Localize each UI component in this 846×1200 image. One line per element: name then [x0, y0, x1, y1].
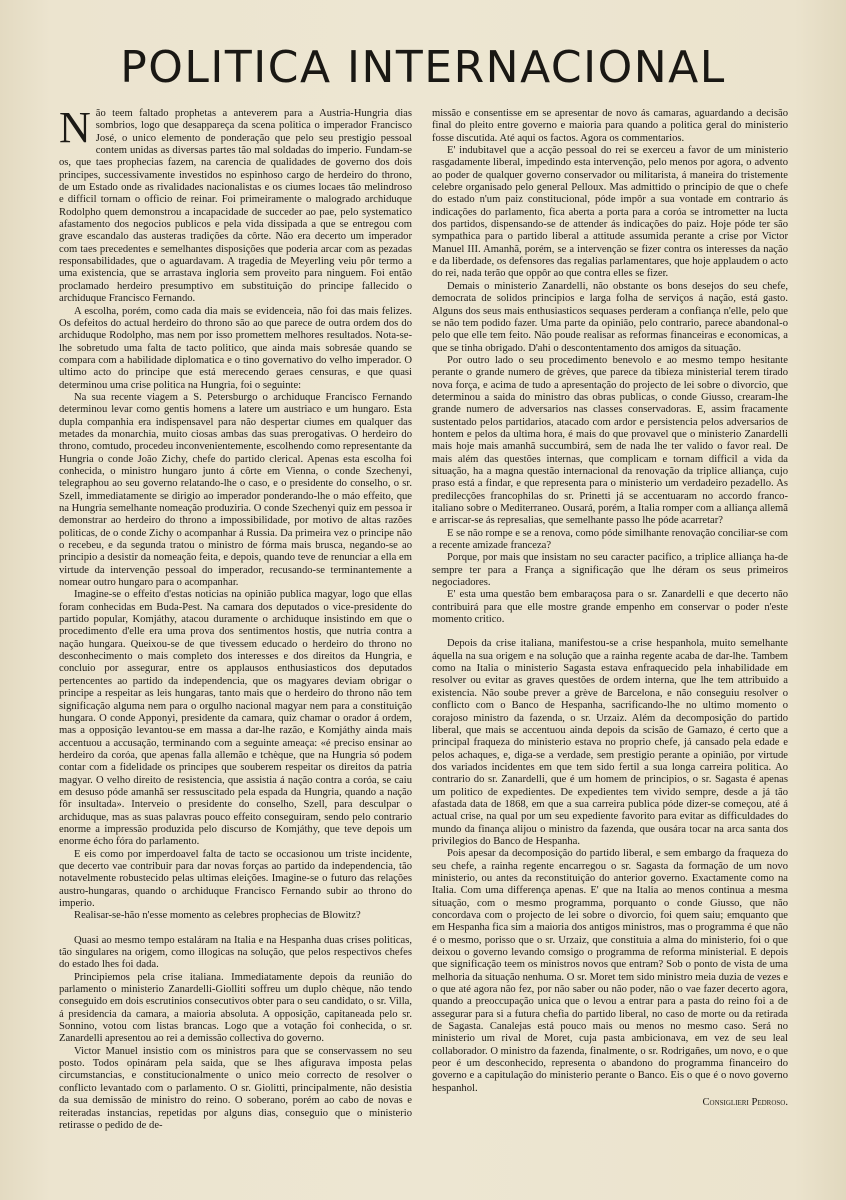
- paragraph-4: Imagine-se o effeito d'estas noticias na opinião publica magyar, logo que ellas foram conhecidas em Buda-Pest. Na camara dos deputados o vice-presidente do partido popular, Komjáthy, atacou duramente o archiduque insistindo em que o procedimento d'elle era uma prova dos sentimentos hostis, que nutria contra a nação hungara. Queixou-se de que tivessem educado o herdeiro do throno no desconhecimento o mais completo dos interesses e dos direitos da Hungria, e concluio por assegurar, entre os applausos enthusiasticos dos deputados pertencentes ao partido da independencia, que os magyares deviam obrigar o principe a respeitar as leis hungaras, tanto mais que o herdeiro do throno não tem significação alguma nem para o orgulho nacional magyar nem para a constituição hungara. O conde Apponyi, presidente da camara, quiz chamar o orador á ordem, mas a opposição levantou-se em massa a dar-lhe razão, e Komjáthy ainda mais accentuou a accusação, terminando com a seguinte ameaça: «é preciso ensinar ao herdeiro da coróa, que apenas falla allemão e tchèque, que na Hungria só podem contar com a fidelidade os principes que souberem respeitar os direitos da patria magyar. O velho direito de resistencia, que assistia á nação contra a coróa, se caiu em desuso póde amanhã ser ressuscitado pela espada da Hungria, quando a nação fôr insultada». Interveio o presidente do conselho, Szell, para desculpar o archiduque, mas as suas palavras pouco effeito conseguiram, sendo pelo contrario enorme a impressão produzida pelo discurso de Komjáthy, que teve depois um enorme écho fóra do parlamento.: [59, 589, 412, 848]
- paragraph-8: Principiemos pela crise italiana. Immediatamente depois da reunião do parlamento o ministerio Zanardelli-Giolliti soffreu um duplo chèque, não tendo conseguido em dois escrutinios consecutivos obter para o seu candidato, o sr. Villa, á presidencia da camara, a maioria absoluta. A opposição, capitaneada pelo sr. Sonnino, votou com listas brancas. Logo que a votação foi conhecida, o sr. Zanardelli apresentou ao rei a demissão collectiva do governo.: [59, 971, 412, 1045]
- paragraph-9: Victor Manuel insistio com os ministros para que se conservassem no seu posto. Todos opináram pela saida, que se lhes afigurava imposta pelas circumstancias, e constitucionalmente o unico meio correcto de resolver o conflicto levantado com o parlamento. O sr. Giolitti, principalmente, não desistia da sua demissão de ministro do reino. O soberano, porém ao cabo de novas e reiteradas instancias, repetidas por alguns dias, conseguio que o ministerio retirasse o pedido de de-: [59, 1045, 412, 1131]
- right-column: [432, 108, 788, 1168]
- paragraph-14: E se não rompe e se a renova, como póde similhante renovação conciliar-se com a recente amizade franceza?: [432, 527, 788, 552]
- paragraph-1: [59, 108, 412, 306]
- left-column: [59, 108, 412, 1168]
- paragraph-text: ão teem faltado prophetas a anteverem para a Austria-Hungria dias sombrios, logo que desappareça da scena politica o imperador Francisco José, o unico elemento de ponderação que pelo seu prestigio pessoal contem unidas as diversas partes tão mal soldadas do imperio. Fundam-se os, que taes prophecias fazem, na carencia de qualidades de governo dos dois principes, successivamente investidos no espinhoso cargo de herdeiro do throno, de um Estado onde as rivalidades nacionalistas e os ciumes locaes tão melindroso e difficil tornam o officio de reinar. Foi primeiramente o malogrado archiduque Rodolpho quem demonstrou a incapacidade de succeder ao pae, pelo systematico afastamento dos negocios publicos e pela vida dissipada a que se entregou com grave escandalo das austeras tradições da côrte. Não era decerto um imperador com taes precedentes e semelhantes disposições que poderia arcar com as pezadas responsabilidades, que o aguardavam. A tragedia de Meyerling veiu pôr termo a uma existencia, que se arrastava ingloria sem proveito para ninguem. Foi então proclamado herdeiro presumptivo em substituição do principe fallecido o archiduque Francisco Fernando.: [59, 108, 412, 305]
- article-title: POLITICA INTERNACIONAL: [120, 42, 726, 93]
- paragraph-15: Porque, por mais que insistam no seu caracter pacifico, a triplice alliança ha-de sempre ter para a França a significação que lhe déram os seus primeiros negociadores.: [432, 552, 788, 589]
- paragraph-12: Demais o ministerio Zanardelli, não obstante os bons desejos do seu chefe, democrata de solidos principios e larga folha de serviços á nação, está gasto. Alguns dos seus mais enthusiasticos sequases perderam a confiança n'elle, pelo que se não tem podido fazer. Uma parte da opinião, pelo contrario, parece abandonal-o pelo que elle tem feito. Não poude realisar as reformas financeiras e economicas, a que se tinha obrigado. D'ahi o descontentamento dos amigos da situação.: [432, 280, 788, 354]
- paragraph-2: A escolha, porém, como cada dia mais se evidenceia, não foi das mais felizes. Os defeitos do actual herdeiro do throno são ao que parece de outra ordem dos do archiduque Rodolpho, mas nem por isso promettem melhores resultados. Nota-se-lhe sobretudo uma falta de tacto politico, que ainda mais sobresáe quando se compara com a habilidade diplomatica e o tino governativo do velho imperador. O ultimo acto do principe que está merecendo geraes censuras, e que quasi determinou uma crise politica na Hungria, foi o seguinte:: [59, 305, 412, 391]
- paragraph-7: Quasi ao mesmo tempo estaláram na Italia e na Hespanha duas crises politicas, tão singulares na origem, como illogicas na solução, que pelos respectivos chefes do estado lhes foi dada.: [59, 934, 412, 971]
- paragraph-17: Depois da crise italiana, manifestou-se a crise hespanhola, muito semelhante áquella na sua origem e na solução que a rainha regente acaba de dar-lhe. Tambem como na Italia o ministerio Sagasta estava enfraquecido pela inhabilidade em resolver ou evitar as graves questões de ordem interna, que lhe tem attribuido a existencia. Não soube prever a grève de Barcelona, e não conseguiu resolver o conflicto com o Banco de Hespanha, sacrificando-lhe no ultimo momento o corajoso ministro da fazenda, o sr. Urzaiz. Além da decomposição do partido liberal, que mais se accentuou ainda depois da scisão de Gamazo, é certo que a principal fraqueza do ministerio estava no proprio chefe, já cansado pela edade e pelos achaques, e, diga-se a verdade, sem prestigio perante a opinião, por virtude dos variados incidentes em que tem sido fertil a sua longa carreira politica. Ao contrario do sr. Zanardelli, que é um homem de principios, o sr. Sagasta é apenas um politico de expedientes. De expedientes tem vivido sempre, desde a já tão afastada data de 1868, em que a sua carreira publica póde dizer-se começou, até á actual crise, na qual por um seu expediente favorito para evitar as difficuldades do mundo da finança alijou o ministro da fazenda, que ousára tocar na arca santa dos privilegios do Banco de Hespanha.: [432, 638, 788, 847]
- paragraph-10: missão e consentisse em se apresentar de novo ás camaras, aguardando a decisão final do pleito entre governo e maioria para quando a politica geral do ministerio fosse discutida. Até aqui os factos. Agora os commentarios.: [432, 108, 788, 144]
- paragraph-5: E eis como por imperdoavel falta de tacto se occasionou um triste incidente, que decerto vae contribuir para dar novas forças ao partido da independencia, tão notavelmente robustecido pelas ultimas eleições. Imagine-se o futuro das relações austro-hungaras, quando o archiduque Francisco Fernando subir ao throno do imperio.: [59, 848, 412, 909]
- paragraph-3: Na sua recente viagem a S. Petersburgo o archiduque Francisco Fernando determinou levar como gentis homens a latere um austriaco e um hungaro. Esta dupla companhia era indispensavel para não despertar ciumes em qualquer das metades da monarchia, muito ciosas ambas das suas prerogativas. O herdeiro do throno, comtudo, procedeu inconvenientemente, escolhendo como representante da Hungria o conde João Zichy, chefe do partido clerical. Apenas esta escolha foi conhecida, o ministro hungaro junto á côrte em Vienna, o conde Szechenyi, telegraphou ao seu governo relatando-lhe o caso, e o presidente do conselho, o sr. Szell, immediatamente se dirigio ao imperador ponderando-lhe o máo effeito, que na Hungria semelhante nomeação produziria. O conde Szechenyi quiz em pessoa ir demonstrar ao herdeiro do throno a impossibilidade, por motivo de altas razões politicas, de o conde Zichy o acompanhar á Russia. Da primeira vez o principe não o recebeu, e da segunda tratou o ministro de fórma mais brusca, negando-se ao principio a desistir da nomeação feita, e depois, quando teve de renunciar a ella em virtude da intervenção pessoal do imperador, recusando-se terminantemente a nomear outro hungaro para o acompanhar.: [59, 391, 412, 589]
- paragraph-16: E' esta uma questão bem embaraçosa para o sr. Zanardelli e que decerto não contribuirá para que elle mostre grande empenho em conservar o poder n'este momento critico.: [432, 589, 788, 626]
- paragraph-13: Por outro lado o seu procedimento benevolo e ao mesmo tempo hesitante perante o grande numero de grèves, que parece da tibieza ministerial terem tirado nova força, e acima de tudo a apresentação do projecto de lei sobre o divorcio, que determinou a saida do ministro das obras publicas, o conde Giusso, crearam-lhe grande numero de adversarios nas classes conservadoras. E, assim fracamente sustentado pelos partidarios, atacado com ardor e persistencia pelos adversarios de hontem e pelos da ultima hora, é mais do que provavel que o ministerio Zanardelli mais hoje mais amanhã succumbirá, sem de nada lhe ter valido o favor real. De mais além das questões internas, que complicam e tornam difficil a vida da situação, ha a magna questão internacional da renovação da triplice alliança, cujo praso está a findar, e que representa para o ministerio um verdadeiro pezadello. As predilecções francophilas do sr. Prinetti já se accentuaram no accordo franco-italiano sobre o Mediterraneo. Ousará, porém, a Italia romper com a alliança allemã e arriscar-se ás represalias, que semelhante passo lhe póde acarretar?: [432, 354, 788, 527]
- paragraph-18: Pois apesar da decomposição do partido liberal, e sem embargo da fraqueza do seu chefe, a rainha regente encarregou o sr. Sagasta da formação de um novo ministerio, ou antes da reconstituição do anterior governo. Exactamente como na Italia. Com uma differença apenas. E' que na Italia ao menos continua a mesma situação, com o mesmo programma, porquanto o conde Giusso, que não concordava com o projecto de lei sobre o divorcio, foi quem saiu; emquanto que em Hespanha fica sim a maioria dos antigos ministros, mas o programma é que não é o mesmo, porisso que o sr. Urzaiz, que constituia a alma do ministerio, foi o que deixou o governo levando comsigo o programma de reforma ministerial. E depois que significação teem os ministros novos que entram? Sob o ponto de vista de uma melhoria da situação nenhuma. O sr. Moret tem sido ministro meia duzia de vezes e o que até agora não fez, por não saber ou não poder, não o vae fazer decerto agora, quando a preoccupação unica que o levou a entrar para a pasta do reino foi a de assegurar para si a futura chefia do partido liberal, no caso de morte ou da retirada de Sagasta. Canalejas está pouco mais ou menos no mesmo caso. Será no ministerio um rival de Moret, cuja pasta ambicionava, em vez de seu leal collaborador. O ministro da fazenda, finalmente, o sr. Rodrigañes, um novo, e o que peor é um desconhecido, representa o abandono do programma financeiro do governo e a capitulação do ministerio perante o Banco. Eis o que é o novo governo hespanhol.: [432, 848, 788, 1094]
- drop-cap: N: [59, 108, 91, 152]
- paragraph-11: E' indubitavel que a acção pessoal do rei se exerceu a favor de um ministerio rasgadamente liberal, impedindo esta intervenção, pelo menos por agora, o advento ao poder de qualquer governo conservador ou militarista, á maneira do tristemente celebre organisado pelo general Pelloux. Mas admittido o principio de que o chefe do estado n'um paiz constitucional, póde impôr a sua vontade em contrario ás indicações do parlamento, fica aberta a porta para a coróa se intrometter na lucta dos partidos, dispensando-se de attender ás indicações do paiz. Hoje póde ter são sympathica para o partido liberal a attitude assumida perante a crise por Victor Manuel III. Amanhã, porém, se a intervenção se fizer contra os interesses da nação e da liberdade, os defensores das regalias parlamentares, que hoje applaudem o acto do rei, nada terão que oppôr ao que contra elles se fizer.: [432, 145, 788, 280]
- paragraph-6: Realisar-se-hão n'esse momento as celebres prophecias de Blowitz?: [74, 910, 361, 922]
- author-signature: Consiglieri Pedroso.: [702, 1097, 788, 1109]
